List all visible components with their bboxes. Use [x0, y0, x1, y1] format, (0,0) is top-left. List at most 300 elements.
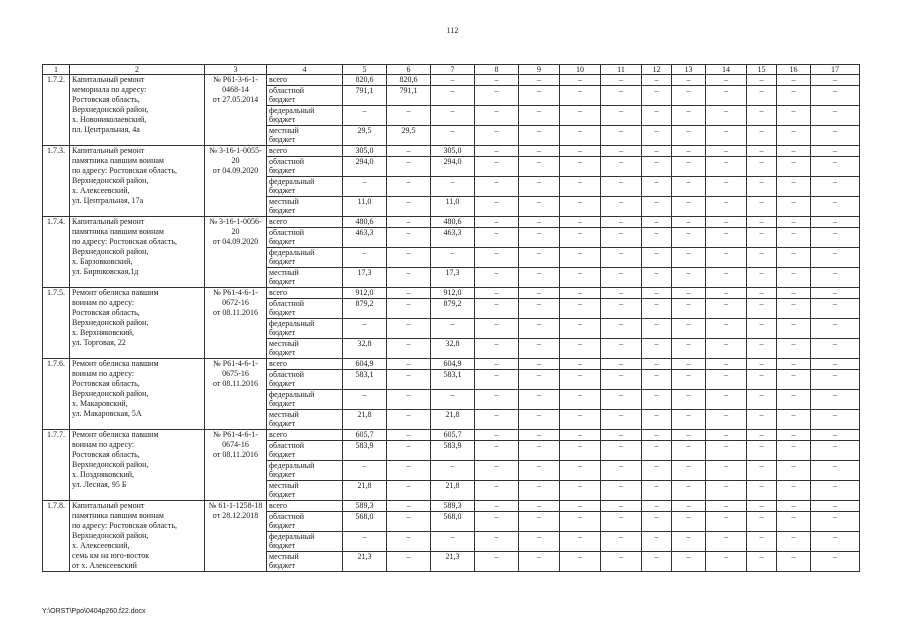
amount-cell-col-7: –	[431, 86, 475, 106]
amount-cell-col-5: –	[343, 319, 387, 339]
amount-cell-col-6: –	[387, 248, 431, 268]
amount-cell-col-11: –	[601, 512, 642, 532]
amount-cell-col-15: –	[747, 359, 777, 370]
amount-cell-col-7: –	[431, 75, 475, 86]
amount-cell-col-12: –	[642, 532, 672, 552]
table-row	[43, 146, 860, 157]
amount-cell-col-14: –	[706, 359, 747, 370]
amount-cell-col-10: –	[560, 359, 601, 370]
amount-cell-col-5: 912,0	[343, 288, 387, 299]
amount-cell-col-13: –	[672, 288, 706, 299]
amount-cell-col-12: –	[642, 410, 672, 430]
amount-cell-col-6: –	[387, 390, 431, 410]
amount-cell-col-5: 568,0	[343, 512, 387, 532]
amount-cell-col-5: –	[343, 248, 387, 268]
amount-cell-col-8: –	[475, 288, 519, 299]
amount-cell-col-7: –	[431, 248, 475, 268]
amount-cell-col-8: –	[475, 299, 519, 319]
amount-cell-col-7: 583,1	[431, 370, 475, 390]
amount-cell-col-10: –	[560, 106, 601, 126]
amount-cell-col-12: –	[642, 441, 672, 461]
amount-cell-col-11: –	[601, 228, 642, 248]
amount-cell-col-12: –	[642, 157, 672, 177]
item-number: 1.7.5.	[43, 288, 70, 359]
amount-cell-col-5: –	[343, 106, 387, 126]
amount-cell-col-15: –	[747, 86, 777, 106]
amount-cell-col-12: –	[642, 177, 672, 197]
amount-cell-col-12: –	[642, 512, 672, 532]
amount-cell-col-10: –	[560, 248, 601, 268]
amount-cell-col-9: –	[519, 106, 560, 126]
funding-source: всего	[267, 501, 343, 512]
amount-cell-col-14: –	[706, 75, 747, 86]
amount-cell-col-7: 583,9	[431, 441, 475, 461]
amount-cell-col-8: –	[475, 86, 519, 106]
column-number-row	[43, 65, 860, 75]
amount-cell-col-9: –	[519, 197, 560, 217]
amount-cell-col-6: –	[387, 552, 431, 572]
column-number-13: 13	[672, 65, 706, 75]
amount-cell-col-7: –	[431, 461, 475, 481]
amount-cell-col-10: –	[560, 288, 601, 299]
amount-cell-col-16: –	[777, 441, 811, 461]
amount-cell-col-16: –	[777, 390, 811, 410]
amount-cell-col-17: –	[811, 248, 860, 268]
amount-cell-col-9: –	[519, 319, 560, 339]
column-number-12: 12	[642, 65, 672, 75]
funding-source: местный бюджет	[267, 268, 343, 288]
amount-cell-col-5: 589,3	[343, 501, 387, 512]
amount-cell-col-12: –	[642, 197, 672, 217]
amount-cell-col-12: –	[642, 146, 672, 157]
amount-cell-col-16: –	[777, 228, 811, 248]
funding-source: местный бюджет	[267, 197, 343, 217]
amount-cell-col-16: –	[777, 430, 811, 441]
amount-cell-col-16: –	[777, 197, 811, 217]
amount-cell-col-6: 820,6	[387, 75, 431, 86]
column-number-8: 8	[475, 65, 519, 75]
amount-cell-col-12: –	[642, 126, 672, 146]
amount-cell-col-5: 21,8	[343, 410, 387, 430]
amount-cell-col-14: –	[706, 248, 747, 268]
amount-cell-col-17: –	[811, 75, 860, 86]
amount-cell-col-17: –	[811, 177, 860, 197]
amount-cell-col-7: 32,8	[431, 339, 475, 359]
amount-cell-col-16: –	[777, 75, 811, 86]
item-number: 1.7.3.	[43, 146, 70, 217]
amount-cell-col-6: –	[387, 299, 431, 319]
amount-cell-col-5: 604,9	[343, 359, 387, 370]
amount-cell-col-8: –	[475, 75, 519, 86]
amount-cell-col-15: –	[747, 410, 777, 430]
budget-table	[42, 64, 860, 572]
column-number-4: 4	[267, 65, 343, 75]
amount-cell-col-13: –	[672, 481, 706, 501]
amount-cell-col-7: 294,0	[431, 157, 475, 177]
amount-cell-col-10: –	[560, 532, 601, 552]
amount-cell-col-15: –	[747, 75, 777, 86]
item-description: Ремонт обелиска павшим воинам по адресу: Ростовская область, Верхнедонской район, х. Поздняковский, ул. Лесная, 95 Б	[70, 430, 205, 501]
amount-cell-col-16: –	[777, 177, 811, 197]
amount-cell-col-15: –	[747, 157, 777, 177]
item-approval-code: № Р61-4-6-1- 0674-16 от 08.11.2016	[205, 430, 267, 501]
amount-cell-col-9: –	[519, 370, 560, 390]
amount-cell-col-14: –	[706, 288, 747, 299]
amount-cell-col-17: –	[811, 217, 860, 228]
item-approval-code: № 3-16-1-0055-20 от 04.09.2020	[205, 146, 267, 217]
amount-cell-col-16: –	[777, 481, 811, 501]
amount-cell-col-10: –	[560, 319, 601, 339]
amount-cell-col-9: –	[519, 339, 560, 359]
funding-source: областной бюджет	[267, 441, 343, 461]
item-number: 1.7.4.	[43, 217, 70, 288]
amount-cell-col-7: 17,3	[431, 268, 475, 288]
amount-cell-col-15: –	[747, 197, 777, 217]
amount-cell-col-7: 305,0	[431, 146, 475, 157]
amount-cell-col-13: –	[672, 86, 706, 106]
amount-cell-col-13: –	[672, 359, 706, 370]
amount-cell-col-12: –	[642, 106, 672, 126]
amount-cell-col-13: –	[672, 532, 706, 552]
amount-cell-col-17: –	[811, 126, 860, 146]
amount-cell-col-12: –	[642, 370, 672, 390]
amount-cell-col-15: –	[747, 126, 777, 146]
amount-cell-col-14: –	[706, 126, 747, 146]
amount-cell-col-10: –	[560, 430, 601, 441]
amount-cell-col-8: –	[475, 197, 519, 217]
amount-cell-col-6: –	[387, 197, 431, 217]
amount-cell-col-12: –	[642, 268, 672, 288]
amount-cell-col-7: 21,8	[431, 481, 475, 501]
amount-cell-col-11: –	[601, 370, 642, 390]
amount-cell-col-10: –	[560, 157, 601, 177]
amount-cell-col-7: 604,9	[431, 359, 475, 370]
amount-cell-col-5: 32,8	[343, 339, 387, 359]
funding-source: всего	[267, 359, 343, 370]
funding-source: областной бюджет	[267, 370, 343, 390]
amount-cell-col-5: 583,9	[343, 441, 387, 461]
amount-cell-col-8: –	[475, 430, 519, 441]
amount-cell-col-16: –	[777, 157, 811, 177]
amount-cell-col-16: –	[777, 461, 811, 481]
item-description: Капитальный ремонт памятника павшим воинам по адресу: Ростовская область, Верхнедонской район, х. Алексеевский, ул. Центральная, 17а	[70, 146, 205, 217]
amount-cell-col-11: –	[601, 461, 642, 481]
amount-cell-col-12: –	[642, 75, 672, 86]
amount-cell-col-8: –	[475, 532, 519, 552]
amount-cell-col-15: –	[747, 228, 777, 248]
item-approval-code: № 3-16-1-0056-20 от 04.09.2020	[205, 217, 267, 288]
amount-cell-col-6: –	[387, 177, 431, 197]
amount-cell-col-10: –	[560, 441, 601, 461]
amount-cell-col-13: –	[672, 410, 706, 430]
funding-source: федеральный бюджет	[267, 248, 343, 268]
amount-cell-col-6: –	[387, 228, 431, 248]
amount-cell-col-9: –	[519, 217, 560, 228]
column-number-6: 6	[387, 65, 431, 75]
amount-cell-col-7: 21,3	[431, 552, 475, 572]
amount-cell-col-15: –	[747, 501, 777, 512]
amount-cell-col-13: –	[672, 106, 706, 126]
amount-cell-col-12: –	[642, 552, 672, 572]
amount-cell-col-9: –	[519, 177, 560, 197]
amount-cell-col-6: –	[387, 430, 431, 441]
funding-source: местный бюджет	[267, 410, 343, 430]
amount-cell-col-14: –	[706, 177, 747, 197]
funding-source: всего	[267, 75, 343, 86]
item-approval-code: № Р61-3-6-1- 0468-14 от 27.05.2014	[205, 75, 267, 146]
amount-cell-col-12: –	[642, 299, 672, 319]
amount-cell-col-16: –	[777, 339, 811, 359]
amount-cell-col-11: –	[601, 197, 642, 217]
amount-cell-col-17: –	[811, 390, 860, 410]
amount-cell-col-13: –	[672, 228, 706, 248]
amount-cell-col-14: –	[706, 106, 747, 126]
amount-cell-col-12: –	[642, 430, 672, 441]
amount-cell-col-17: –	[811, 157, 860, 177]
amount-cell-col-11: –	[601, 359, 642, 370]
amount-cell-col-6: –	[387, 410, 431, 430]
amount-cell-col-7: 11,0	[431, 197, 475, 217]
amount-cell-col-11: –	[601, 75, 642, 86]
amount-cell-col-6: –	[387, 532, 431, 552]
amount-cell-col-14: –	[706, 370, 747, 390]
amount-cell-col-17: –	[811, 228, 860, 248]
amount-cell-col-15: –	[747, 441, 777, 461]
amount-cell-col-13: –	[672, 501, 706, 512]
amount-cell-col-12: –	[642, 319, 672, 339]
amount-cell-col-6: –	[387, 157, 431, 177]
amount-cell-col-14: –	[706, 228, 747, 248]
amount-cell-col-12: –	[642, 86, 672, 106]
page-number: 112	[446, 26, 459, 35]
amount-cell-col-6: –	[387, 288, 431, 299]
amount-cell-col-7: –	[431, 106, 475, 126]
funding-source: федеральный бюджет	[267, 532, 343, 552]
funding-source: областной бюджет	[267, 512, 343, 532]
amount-cell-col-7: 605,7	[431, 430, 475, 441]
amount-cell-col-13: –	[672, 390, 706, 410]
item-description: Капитальный ремонт памятника павшим воинам по адресу: Ростовская область, Верхнедонской район, х. Алексеевский, семь км на юго-восток от х. Алексеевский	[70, 501, 205, 572]
amount-cell-col-9: –	[519, 299, 560, 319]
amount-cell-col-10: –	[560, 146, 601, 157]
amount-cell-col-9: –	[519, 86, 560, 106]
amount-cell-col-12: –	[642, 461, 672, 481]
funding-source: федеральный бюджет	[267, 319, 343, 339]
amount-cell-col-8: –	[475, 390, 519, 410]
amount-cell-col-6: –	[387, 481, 431, 501]
amount-cell-col-11: –	[601, 501, 642, 512]
amount-cell-col-5: 879,2	[343, 299, 387, 319]
amount-cell-col-17: –	[811, 441, 860, 461]
amount-cell-col-17: –	[811, 146, 860, 157]
amount-cell-col-15: –	[747, 370, 777, 390]
table-row	[43, 288, 860, 299]
amount-cell-col-14: –	[706, 217, 747, 228]
amount-cell-col-16: –	[777, 126, 811, 146]
amount-cell-col-10: –	[560, 339, 601, 359]
amount-cell-col-8: –	[475, 441, 519, 461]
amount-cell-col-16: –	[777, 501, 811, 512]
amount-cell-col-9: –	[519, 552, 560, 572]
amount-cell-col-16: –	[777, 410, 811, 430]
amount-cell-col-10: –	[560, 481, 601, 501]
amount-cell-col-17: –	[811, 197, 860, 217]
amount-cell-col-7: 879,2	[431, 299, 475, 319]
funding-source: местный бюджет	[267, 481, 343, 501]
amount-cell-col-5: 480,6	[343, 217, 387, 228]
item-number: 1.7.8.	[43, 501, 70, 572]
amount-cell-col-6: –	[387, 370, 431, 390]
funding-source: федеральный бюджет	[267, 390, 343, 410]
amount-cell-col-9: –	[519, 248, 560, 268]
amount-cell-col-17: –	[811, 430, 860, 441]
amount-cell-col-11: –	[601, 217, 642, 228]
amount-cell-col-9: –	[519, 126, 560, 146]
amount-cell-col-16: –	[777, 146, 811, 157]
amount-cell-col-11: –	[601, 481, 642, 501]
amount-cell-col-13: –	[672, 197, 706, 217]
column-number-10: 10	[560, 65, 601, 75]
amount-cell-col-11: –	[601, 552, 642, 572]
amount-cell-col-10: –	[560, 512, 601, 532]
amount-cell-col-8: –	[475, 217, 519, 228]
amount-cell-col-17: –	[811, 299, 860, 319]
funding-source: местный бюджет	[267, 126, 343, 146]
amount-cell-col-9: –	[519, 146, 560, 157]
amount-cell-col-10: –	[560, 228, 601, 248]
amount-cell-col-7: –	[431, 126, 475, 146]
amount-cell-col-15: –	[747, 319, 777, 339]
amount-cell-col-15: –	[747, 339, 777, 359]
amount-cell-col-13: –	[672, 248, 706, 268]
amount-cell-col-11: –	[601, 532, 642, 552]
funding-source: областной бюджет	[267, 228, 343, 248]
amount-cell-col-14: –	[706, 430, 747, 441]
amount-cell-col-15: –	[747, 430, 777, 441]
amount-cell-col-8: –	[475, 146, 519, 157]
amount-cell-col-6: –	[387, 268, 431, 288]
amount-cell-col-13: –	[672, 552, 706, 572]
table-row	[43, 217, 860, 228]
amount-cell-col-8: –	[475, 359, 519, 370]
amount-cell-col-13: –	[672, 430, 706, 441]
column-number-2: 2	[70, 65, 205, 75]
amount-cell-col-11: –	[601, 390, 642, 410]
amount-cell-col-15: –	[747, 461, 777, 481]
amount-cell-col-10: –	[560, 552, 601, 572]
amount-cell-col-17: –	[811, 501, 860, 512]
amount-cell-col-9: –	[519, 268, 560, 288]
amount-cell-col-17: –	[811, 410, 860, 430]
amount-cell-col-12: –	[642, 481, 672, 501]
amount-cell-col-15: –	[747, 217, 777, 228]
amount-cell-col-9: –	[519, 390, 560, 410]
amount-cell-col-11: –	[601, 441, 642, 461]
amount-cell-col-7: 480,6	[431, 217, 475, 228]
amount-cell-col-11: –	[601, 410, 642, 430]
funding-source: областной бюджет	[267, 299, 343, 319]
column-number-9: 9	[519, 65, 560, 75]
amount-cell-col-11: –	[601, 126, 642, 146]
amount-cell-col-13: –	[672, 319, 706, 339]
amount-cell-col-5: 463,3	[343, 228, 387, 248]
amount-cell-col-16: –	[777, 299, 811, 319]
item-approval-code: № Р61-4-6-1- 0672-16 от 08.11.2016	[205, 288, 267, 359]
amount-cell-col-8: –	[475, 552, 519, 572]
amount-cell-col-9: –	[519, 441, 560, 461]
amount-cell-col-17: –	[811, 106, 860, 126]
amount-cell-col-6: –	[387, 441, 431, 461]
amount-cell-col-13: –	[672, 339, 706, 359]
amount-cell-col-16: –	[777, 532, 811, 552]
amount-cell-col-10: –	[560, 86, 601, 106]
amount-cell-col-5: 820,6	[343, 75, 387, 86]
amount-cell-col-5: 29,5	[343, 126, 387, 146]
amount-cell-col-11: –	[601, 299, 642, 319]
amount-cell-col-8: –	[475, 501, 519, 512]
funding-source: федеральный бюджет	[267, 177, 343, 197]
amount-cell-col-16: –	[777, 217, 811, 228]
amount-cell-col-15: –	[747, 177, 777, 197]
amount-cell-col-11: –	[601, 248, 642, 268]
funding-source: областной бюджет	[267, 157, 343, 177]
amount-cell-col-14: –	[706, 441, 747, 461]
amount-cell-col-5: 791,1	[343, 86, 387, 106]
amount-cell-col-17: –	[811, 339, 860, 359]
amount-cell-col-15: –	[747, 146, 777, 157]
amount-cell-col-14: –	[706, 532, 747, 552]
item-description: Капитальный ремонт памятника павшим воинам по адресу: Ростовская область, Верхнедонской район, х. Барзовковский, ул. Бирюковская,1д	[70, 217, 205, 288]
amount-cell-col-17: –	[811, 481, 860, 501]
amount-cell-col-13: –	[672, 512, 706, 532]
amount-cell-col-10: –	[560, 501, 601, 512]
amount-cell-col-9: –	[519, 288, 560, 299]
amount-cell-col-14: –	[706, 410, 747, 430]
amount-cell-col-7: 568,0	[431, 512, 475, 532]
amount-cell-col-8: –	[475, 410, 519, 430]
amount-cell-col-8: –	[475, 228, 519, 248]
amount-cell-col-14: –	[706, 481, 747, 501]
amount-cell-col-15: –	[747, 299, 777, 319]
amount-cell-col-16: –	[777, 319, 811, 339]
amount-cell-col-13: –	[672, 461, 706, 481]
amount-cell-col-5: 21,8	[343, 481, 387, 501]
amount-cell-col-16: –	[777, 288, 811, 299]
amount-cell-col-11: –	[601, 319, 642, 339]
funding-source: всего	[267, 288, 343, 299]
amount-cell-col-13: –	[672, 146, 706, 157]
amount-cell-col-5: –	[343, 390, 387, 410]
item-number: 1.7.6.	[43, 359, 70, 430]
amount-cell-col-14: –	[706, 390, 747, 410]
amount-cell-col-5: 583,1	[343, 370, 387, 390]
amount-cell-col-8: –	[475, 106, 519, 126]
amount-cell-col-9: –	[519, 461, 560, 481]
amount-cell-col-11: –	[601, 157, 642, 177]
amount-cell-col-7: –	[431, 319, 475, 339]
amount-cell-col-15: –	[747, 248, 777, 268]
amount-cell-col-6: 29,5	[387, 126, 431, 146]
amount-cell-col-8: –	[475, 319, 519, 339]
amount-cell-col-16: –	[777, 370, 811, 390]
amount-cell-col-17: –	[811, 532, 860, 552]
amount-cell-col-6: –	[387, 501, 431, 512]
amount-cell-col-7: 589,3	[431, 501, 475, 512]
amount-cell-col-10: –	[560, 410, 601, 430]
amount-cell-col-13: –	[672, 217, 706, 228]
amount-cell-col-17: –	[811, 288, 860, 299]
amount-cell-col-14: –	[706, 461, 747, 481]
